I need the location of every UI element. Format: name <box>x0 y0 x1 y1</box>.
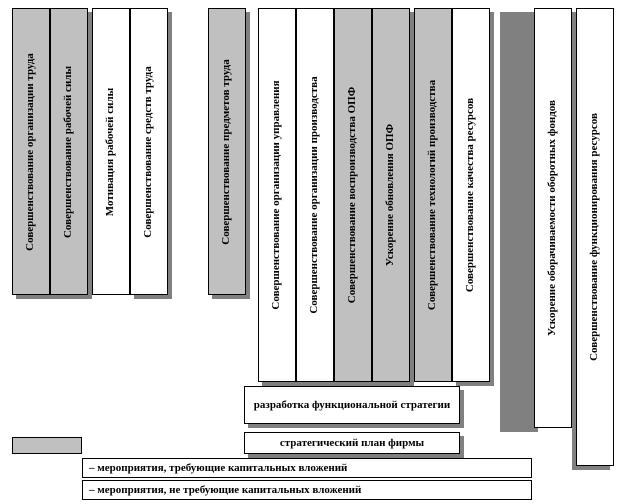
column-box-tehnologii-proizvodstva[interactable] <box>414 8 452 382</box>
column-label: Совершенствование средств труда <box>142 65 155 238</box>
legend-swatch-shaded <box>12 437 82 454</box>
column-shadow <box>500 12 538 432</box>
column-label: Ускорение оборачиваемости оборотных фондов <box>546 100 559 336</box>
column-label: Совершенствование рабочей силы <box>62 65 75 238</box>
column-box-sredstva-truda[interactable] <box>130 8 168 295</box>
column-box-predmety-truda[interactable] <box>208 8 246 295</box>
column-box-funkcionirovanie-resursov[interactable] <box>576 8 614 466</box>
column-box-organizaciya-truda[interactable] <box>12 8 50 295</box>
column-label: Совершенствование организации труда <box>24 52 37 251</box>
legend-row-no-capital: – мероприятия, не требующие капитальных вложений <box>82 480 532 500</box>
column-label: Совершенствование воспроизводства ОПФ <box>346 86 359 304</box>
column-box-rabochaya-sila[interactable] <box>50 8 88 295</box>
column-label: Совершенствование предметов труда <box>220 58 233 245</box>
column-box-vosproizvodstvo-opf[interactable] <box>334 8 372 382</box>
legend-row-capital: – мероприятия, требующие капитальных вложений <box>82 458 532 478</box>
column-label: Совершенствование технологий производства <box>426 79 439 311</box>
column-label: Мотивация рабочей силы <box>104 87 117 216</box>
column-label: Совершенствование организации управления <box>270 80 283 310</box>
column-box-kachestvo-resursov[interactable] <box>452 8 490 382</box>
block-functional-strategy[interactable]: разработка функциональной стратегии <box>244 386 460 424</box>
column-label: Ускорение обновления ОПФ <box>384 123 397 267</box>
block-strategic-plan[interactable]: стратегический план фирмы <box>244 432 460 454</box>
column-box-organizaciya-proizvodstva[interactable] <box>296 8 334 382</box>
column-label: Совершенствование организации производства <box>308 76 321 314</box>
column-box-oborachivaemost-fondov[interactable] <box>534 8 572 428</box>
column-label: Совершенствование качества ресурсов <box>464 97 477 293</box>
column-box-motivaciya[interactable] <box>92 8 130 295</box>
column-label: Совершенствование функционирования ресурсов <box>588 113 601 361</box>
column-box-organizaciya-upravleniya[interactable] <box>258 8 296 382</box>
column-box-obnovlenie-opf[interactable] <box>372 8 410 382</box>
